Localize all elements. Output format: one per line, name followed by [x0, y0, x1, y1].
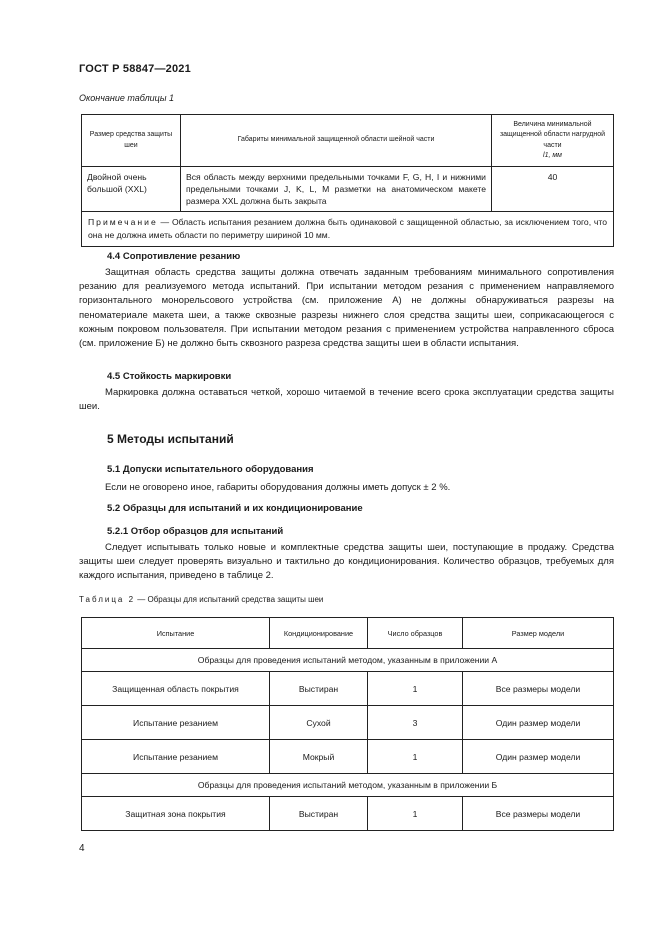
table1 [81, 114, 614, 247]
t1-note-text: — Область испытания резанием должна быть одинаковой с защищенной областью, за исключением того, что она не должна иметь области по периметру шириной 10 мм. [88, 217, 607, 240]
t2-cell: Защищенная область покрытия [82, 672, 270, 706]
t1-col-value-unit: l1, мм [543, 151, 562, 159]
standard-header: ГОСТ Р 58847—2021 [79, 63, 191, 75]
t1-col-dims: Габариты минимальной защищенной области шейной части [181, 115, 492, 167]
s5-2-1-text [79, 541, 614, 584]
table-row [82, 672, 614, 706]
t2-cell: Испытание резанием [82, 706, 270, 740]
t2-cell: 3 [368, 706, 463, 740]
t2-cell: 1 [368, 797, 463, 831]
table-row [82, 706, 614, 740]
s5-2-1-text-body: Следует испытывать только новые и комплектные средства защиты шеи, поступающие в продажу. Средства защиты шеи следует проверять визуально и тактильно до кондиционирования. Количество образцов, требуемых для каждого испытания, приведено в таблице 2. [79, 542, 614, 582]
t2-cell: 1 [368, 672, 463, 706]
t2-cell: Все размеры модели [463, 797, 614, 831]
table2-caption-text: — Образцы для испытаний средства защиты шеи [135, 595, 324, 604]
t1-cell-size: Двойной очень большой (XXL) [82, 167, 181, 212]
t2-cell: Сухой [270, 706, 368, 740]
t2-group-b: Образцы для проведения испытаний методом, указанным в приложении Б [82, 774, 614, 797]
s5-2-1-title: 5.2.1 Отбор образцов для испытаний [107, 526, 284, 537]
t2-header-size: Размер модели [463, 618, 614, 649]
table-row [82, 740, 614, 774]
s4-4-text [79, 266, 614, 351]
table2 [81, 617, 614, 831]
table-row [82, 797, 614, 831]
table1-continuation: Окончание таблицы 1 [79, 93, 174, 103]
s4-4-title: 4.4 Сопротивление резанию [107, 251, 241, 262]
s4-5-title: 4.5 Стойкость маркировки [107, 371, 232, 382]
t2-group-a: Образцы для проведения испытаний методом, указанным в приложении А [82, 649, 614, 672]
t2-cell: Испытание резанием [82, 740, 270, 774]
t2-header-test: Испытание [82, 618, 270, 649]
t1-cell-dims: Вся область между верхними предельными точками F, G, H, I и нижними предельными точками J, K, L, M разметки на анатомическом макете размера XXL должна быть закрыта [181, 167, 492, 212]
table2-caption [79, 595, 323, 604]
t1-note-label: Примечание [88, 217, 158, 228]
t2-cell: Выстиран [270, 797, 368, 831]
s5-1-text [79, 481, 614, 495]
s5-1-text-body: Если не оговорено иное, габариты оборудования должны иметь допуск ± 2 %. [105, 482, 451, 493]
t2-header-conditioning: Кондиционирование [270, 618, 368, 649]
t1-col-size: Размер средства защиты шеи [82, 115, 181, 167]
t2-cell: Мокрый [270, 740, 368, 774]
s5-title: 5 Методы испытаний [107, 432, 234, 446]
page-number: 4 [79, 843, 85, 854]
t2-cell: Один размер модели [463, 740, 614, 774]
t2-cell: 1 [368, 740, 463, 774]
t2-cell: Все размеры модели [463, 672, 614, 706]
t2-cell: Защитная зона покрытия [82, 797, 270, 831]
s4-4-text-body: Защитная область средства защиты должна отвечать заданным требованиям минимального сопротивления резанию для реализуемого метода испытаний. При испытании методом резания с применением направляемого горизонтального монорельсового устройства (см. приложение А) не должны обнаруживаться разрезы на пеноматериале макета шеи, а также сквозные разрезы нижнего слоя средства защиты шеи, соприкасающегося с кожным покровом пользователя. При испытании методом резания с применением устройства направленного сброса (см. приложение Б) не должно быть сквозного разреза средства защиты шеи в области испытания. [79, 267, 614, 350]
s5-2-title: 5.2 Образцы для испытаний и их кондиционирование [107, 503, 363, 514]
table2-caption-label: Таблица 2 [79, 595, 136, 604]
t2-header-count: Число образцов [368, 618, 463, 649]
t1-cell-value: 40 [492, 167, 614, 212]
t2-cell: Выстиран [270, 672, 368, 706]
s4-5-text-body: Маркировка должна оставаться четкой, хорошо читаемой в течение всего срока эксплуатации средства защиты шеи. [79, 387, 614, 413]
t1-col-value [492, 115, 614, 167]
s4-5-text [79, 386, 614, 414]
t1-col-value-label: Величина минимальной защищенной области нагрудной части [499, 121, 606, 149]
s5-1-title: 5.1 Допуски испытательного оборудования [107, 464, 314, 475]
t2-cell: Один размер модели [463, 706, 614, 740]
t1-note [82, 212, 614, 247]
